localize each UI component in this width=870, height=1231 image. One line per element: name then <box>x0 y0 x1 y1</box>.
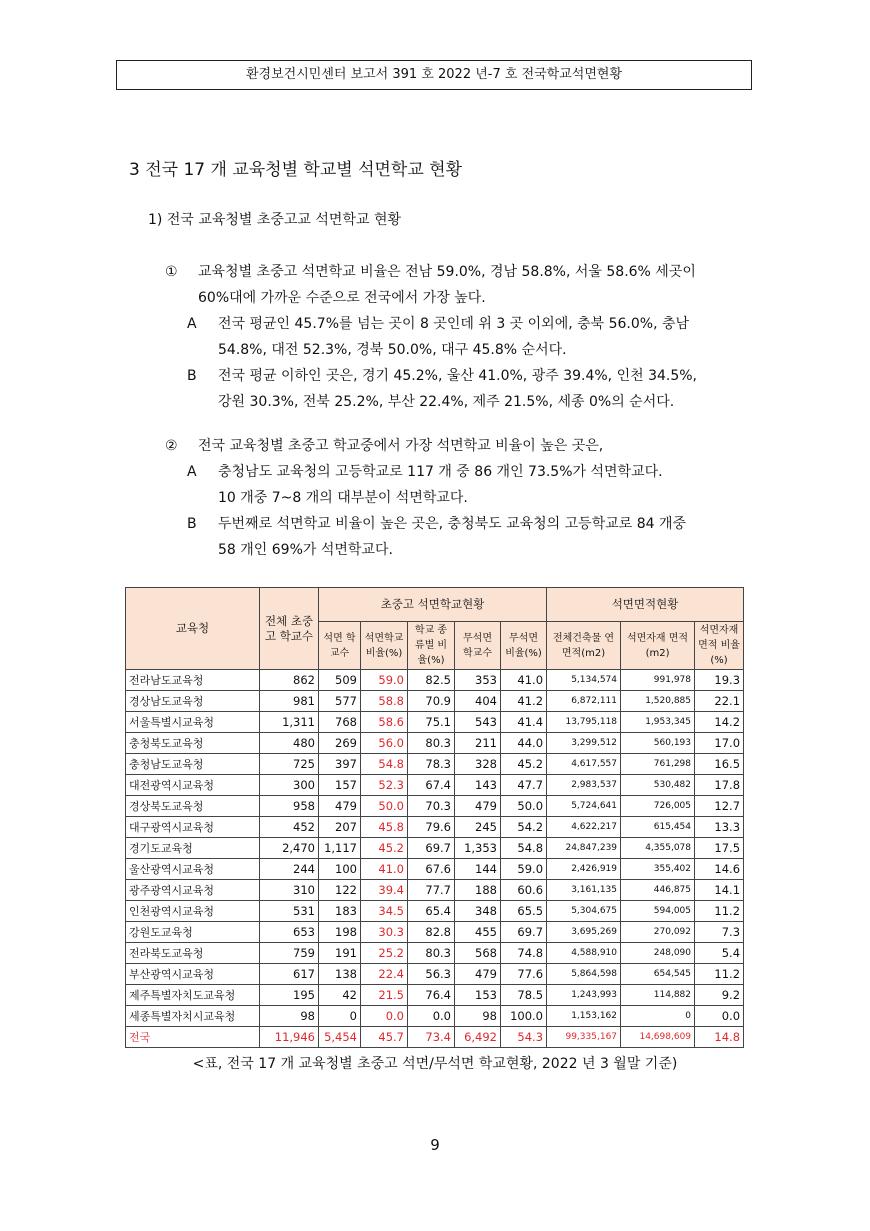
cell-office: 부산광역시교육청 <box>126 964 260 985</box>
cell-type-ratio: 65.4 <box>408 901 455 922</box>
cell-area-ratio: 14.1 <box>695 880 744 901</box>
table-row <box>126 922 744 943</box>
cell-non-asbestos-ratio: 41.4 <box>501 712 547 733</box>
point-1-line-2: 60%대에 가까운 수준으로 전국에서 가장 높다. <box>198 290 486 306</box>
cell-office: 광주광역시교육청 <box>126 880 260 901</box>
cell-floor-area: 4,588,910 <box>547 943 621 964</box>
cell-asbestos-area: 761,298 <box>621 754 695 775</box>
cell-asbestos-area: 4,355,078 <box>621 838 695 859</box>
table-row <box>126 838 744 859</box>
table-row <box>126 670 744 691</box>
cell-type-ratio: 77.7 <box>408 880 455 901</box>
cell-asbestos-count: 269 <box>319 733 361 754</box>
cell-area-ratio: 17.8 <box>695 775 744 796</box>
cell-asbestos-area: 1,520,885 <box>621 691 695 712</box>
cell-floor-area: 3,695,269 <box>547 922 621 943</box>
point-1-marker: ① <box>165 264 178 280</box>
header-asbestos-area: 석면자재 면적(m2) <box>621 622 695 670</box>
cell-office: 강원도교육청 <box>126 922 260 943</box>
table-row <box>126 964 744 985</box>
cell-asbestos-area: 0 <box>621 1006 695 1027</box>
cell-floor-area: 3,161,135 <box>547 880 621 901</box>
cell-office: 제주특별자치도교육청 <box>126 985 260 1006</box>
cell-non-asbestos-ratio: 77.6 <box>501 964 547 985</box>
cell-asbestos-count: 183 <box>319 901 361 922</box>
cell-office: 경상남도교육청 <box>126 691 260 712</box>
cell-non-asbestos-count: 188 <box>455 880 501 901</box>
cell-office: 경상북도교육청 <box>126 796 260 817</box>
cell-office: 충청남도교육청 <box>126 754 260 775</box>
section-title: 3 전국 17 개 교육청별 학교별 석면학교 현황 <box>129 160 463 180</box>
cell-non-asbestos-ratio: 59.0 <box>501 859 547 880</box>
cell-asbestos-area: 654,545 <box>621 964 695 985</box>
cell-total-schools: 653 <box>260 922 319 943</box>
cell-asbestos-count: 122 <box>319 880 361 901</box>
point-1 <box>165 259 750 415</box>
cell-type-ratio: 82.5 <box>408 670 455 691</box>
cell-non-asbestos-count: 404 <box>455 691 501 712</box>
cell-area-ratio: 11.2 <box>695 901 744 922</box>
cell-floor-area: 3,299,512 <box>547 733 621 754</box>
cell-floor-area: 5,864,598 <box>547 964 621 985</box>
cell-total-schools: 98 <box>260 1006 319 1027</box>
cell-floor-area: 13,795,118 <box>547 712 621 733</box>
cell-area-ratio: 13.3 <box>695 817 744 838</box>
table-row <box>126 775 744 796</box>
cell-office: 울산광역시교육청 <box>126 859 260 880</box>
cell-total-schools: 725 <box>260 754 319 775</box>
cell-floor-area: 5,304,675 <box>547 901 621 922</box>
cell-type-ratio: 56.3 <box>408 964 455 985</box>
cell-total-schools: 310 <box>260 880 319 901</box>
cell-asbestos-area: 530,482 <box>621 775 695 796</box>
cell-type-ratio: 79.6 <box>408 817 455 838</box>
cell-non-asbestos-count: 211 <box>455 733 501 754</box>
cell-area-ratio: 17.0 <box>695 733 744 754</box>
cell-office: 전라북도교육청 <box>126 943 260 964</box>
cell-asbestos-count: 5,454 <box>319 1027 361 1048</box>
cell-type-ratio: 80.3 <box>408 733 455 754</box>
cell-non-asbestos-ratio: 47.7 <box>501 775 547 796</box>
cell-asbestos-ratio: 22.4 <box>361 964 408 985</box>
cell-total-schools: 11,946 <box>260 1027 319 1048</box>
table-row <box>126 712 744 733</box>
table-row <box>126 754 744 775</box>
point-2-item-b-line-1: 두번째로 석면학교 비율이 높은 곳은, 충청북도 교육청의 고등학교로 84 개중 <box>218 516 687 532</box>
cell-asbestos-count: 768 <box>319 712 361 733</box>
cell-asbestos-count: 138 <box>319 964 361 985</box>
table-row <box>126 985 744 1006</box>
cell-asbestos-ratio: 52.3 <box>361 775 408 796</box>
cell-area-ratio: 11.2 <box>695 964 744 985</box>
cell-non-asbestos-count: 568 <box>455 943 501 964</box>
table-row-total <box>126 1027 744 1048</box>
cell-asbestos-ratio: 41.0 <box>361 859 408 880</box>
point-2-item-b-marker: B <box>187 516 197 532</box>
point-1-line-1: 교육청별 초중고 석면학교 비율은 전남 59.0%, 경남 58.8%, 서울 58.6% 세곳이 <box>198 264 696 280</box>
cell-type-ratio: 76.4 <box>408 985 455 1006</box>
cell-total-schools: 480 <box>260 733 319 754</box>
cell-type-ratio: 67.6 <box>408 859 455 880</box>
cell-asbestos-area: 726,005 <box>621 796 695 817</box>
table-row <box>126 691 744 712</box>
table-row <box>126 859 744 880</box>
cell-floor-area: 4,617,557 <box>547 754 621 775</box>
header-total-schools: 전체 초중고 학교수 <box>260 588 319 670</box>
cell-non-asbestos-ratio: 100.0 <box>501 1006 547 1027</box>
cell-non-asbestos-count: 543 <box>455 712 501 733</box>
cell-floor-area: 5,724,641 <box>547 796 621 817</box>
header-non-asbestos-ratio: 무석면 비율(%) <box>501 622 547 670</box>
cell-type-ratio: 82.8 <box>408 922 455 943</box>
cell-floor-area: 2,426,919 <box>547 859 621 880</box>
header-asbestos-status: 초중고 석면학교현황 <box>319 588 547 622</box>
cell-asbestos-count: 397 <box>319 754 361 775</box>
cell-asbestos-ratio: 58.6 <box>361 712 408 733</box>
cell-total-schools: 759 <box>260 943 319 964</box>
table-row <box>126 943 744 964</box>
header-type-ratio: 학교 종류별 비율(%) <box>408 622 455 670</box>
point-2 <box>165 433 750 563</box>
subsection-title: 1) 전국 교육청별 초중고교 석면학교 현황 <box>148 212 402 228</box>
header-asbestos-ratio: 석면학교 비율(%) <box>361 622 408 670</box>
cell-total-schools: 531 <box>260 901 319 922</box>
header-asbestos-count: 석면 학교수 <box>319 622 361 670</box>
cell-asbestos-count: 198 <box>319 922 361 943</box>
header-area-status: 석면면적현황 <box>547 588 744 622</box>
cell-non-asbestos-ratio: 54.8 <box>501 838 547 859</box>
cell-non-asbestos-ratio: 65.5 <box>501 901 547 922</box>
cell-asbestos-area: 14,698,609 <box>621 1027 695 1048</box>
cell-non-asbestos-count: 1,353 <box>455 838 501 859</box>
cell-asbestos-count: 191 <box>319 943 361 964</box>
cell-type-ratio: 67.4 <box>408 775 455 796</box>
cell-floor-area: 6,872,111 <box>547 691 621 712</box>
cell-area-ratio: 5.4 <box>695 943 744 964</box>
cell-total-schools: 981 <box>260 691 319 712</box>
point-1-item-b-line-1: 전국 평균 이하인 곳은, 경기 45.2%, 울산 41.0%, 광주 39.4%, 인천 34.5%, <box>218 368 698 384</box>
cell-asbestos-ratio: 58.8 <box>361 691 408 712</box>
cell-asbestos-area: 991,978 <box>621 670 695 691</box>
point-2-item-a-line-2: 10 개중 7~8 개의 대부분이 석면학교다. <box>218 490 468 506</box>
cell-area-ratio: 19.3 <box>695 670 744 691</box>
cell-type-ratio: 0.0 <box>408 1006 455 1027</box>
point-2-item-a-marker: A <box>187 464 197 480</box>
cell-area-ratio: 16.5 <box>695 754 744 775</box>
cell-non-asbestos-count: 98 <box>455 1006 501 1027</box>
table-row <box>126 733 744 754</box>
cell-floor-area: 24,847,239 <box>547 838 621 859</box>
cell-asbestos-ratio: 25.2 <box>361 943 408 964</box>
cell-asbestos-ratio: 45.7 <box>361 1027 408 1048</box>
cell-non-asbestos-ratio: 41.2 <box>501 691 547 712</box>
cell-asbestos-area: 1,953,345 <box>621 712 695 733</box>
cell-non-asbestos-ratio: 44.0 <box>501 733 547 754</box>
cell-asbestos-count: 0 <box>319 1006 361 1027</box>
cell-office: 서울특별시교육청 <box>126 712 260 733</box>
cell-type-ratio: 70.3 <box>408 796 455 817</box>
cell-asbestos-count: 207 <box>319 817 361 838</box>
cell-non-asbestos-count: 328 <box>455 754 501 775</box>
cell-non-asbestos-count: 353 <box>455 670 501 691</box>
cell-asbestos-area: 355,402 <box>621 859 695 880</box>
cell-asbestos-ratio: 45.2 <box>361 838 408 859</box>
table-row <box>126 901 744 922</box>
point-2-item-b-line-2: 58 개인 69%가 석면학교다. <box>218 542 393 558</box>
cell-non-asbestos-count: 348 <box>455 901 501 922</box>
cell-asbestos-area: 270,092 <box>621 922 695 943</box>
cell-asbestos-area: 594,005 <box>621 901 695 922</box>
cell-asbestos-ratio: 54.8 <box>361 754 408 775</box>
cell-asbestos-area: 248,090 <box>621 943 695 964</box>
cell-area-ratio: 14.6 <box>695 859 744 880</box>
cell-non-asbestos-count: 6,492 <box>455 1027 501 1048</box>
cell-floor-area: 4,622,217 <box>547 817 621 838</box>
cell-non-asbestos-ratio: 54.2 <box>501 817 547 838</box>
cell-asbestos-ratio: 56.0 <box>361 733 408 754</box>
cell-asbestos-area: 615,454 <box>621 817 695 838</box>
page-number: 9 <box>430 1136 440 1154</box>
point-1-item-a-marker: A <box>187 316 197 332</box>
cell-office: 전라남도교육청 <box>126 670 260 691</box>
cell-total-schools: 195 <box>260 985 319 1006</box>
cell-asbestos-ratio: 39.4 <box>361 880 408 901</box>
cell-non-asbestos-ratio: 50.0 <box>501 796 547 817</box>
cell-floor-area: 99,335,167 <box>547 1027 621 1048</box>
cell-total-schools: 244 <box>260 859 319 880</box>
cell-non-asbestos-count: 479 <box>455 964 501 985</box>
cell-non-asbestos-ratio: 78.5 <box>501 985 547 1006</box>
cell-floor-area: 5,134,574 <box>547 670 621 691</box>
cell-asbestos-area: 446,875 <box>621 880 695 901</box>
cell-non-asbestos-count: 144 <box>455 859 501 880</box>
cell-floor-area: 2,983,537 <box>547 775 621 796</box>
cell-non-asbestos-ratio: 45.2 <box>501 754 547 775</box>
cell-area-ratio: 0.0 <box>695 1006 744 1027</box>
cell-office: 인천광역시교육청 <box>126 901 260 922</box>
header-floor-area: 전체건축물 연면적(m2) <box>547 622 621 670</box>
point-1-item-a-line-2: 54.8%, 대전 52.3%, 경북 50.0%, 대구 45.8% 순서다. <box>218 342 567 358</box>
table-row <box>126 796 744 817</box>
cell-office: 경기도교육청 <box>126 838 260 859</box>
cell-total-schools: 1,311 <box>260 712 319 733</box>
cell-non-asbestos-ratio: 41.0 <box>501 670 547 691</box>
cell-total-schools: 300 <box>260 775 319 796</box>
cell-office: 세종특별자치시교육청 <box>126 1006 260 1027</box>
cell-type-ratio: 80.3 <box>408 943 455 964</box>
header-area-ratio: 석면자재 면적 비율(%) <box>695 622 744 670</box>
cell-office: 대전광역시교육청 <box>126 775 260 796</box>
cell-asbestos-count: 1,117 <box>319 838 361 859</box>
header-non-asbestos-count: 무석면 학교수 <box>455 622 501 670</box>
table-row <box>126 817 744 838</box>
asbestos-school-table <box>125 587 744 1048</box>
report-header: 환경보건시민센터 보고서 391 호 2022 년-7 호 전국학교석면현황 <box>116 60 752 90</box>
cell-type-ratio: 78.3 <box>408 754 455 775</box>
cell-asbestos-count: 577 <box>319 691 361 712</box>
table-row <box>126 880 744 901</box>
cell-non-asbestos-count: 153 <box>455 985 501 1006</box>
point-2-item-a-line-1: 충청남도 교육청의 고등학교로 117 개 중 86 개인 73.5%가 석면학교다. <box>218 464 663 480</box>
cell-floor-area: 1,243,993 <box>547 985 621 1006</box>
cell-asbestos-ratio: 45.8 <box>361 817 408 838</box>
cell-area-ratio: 14.8 <box>695 1027 744 1048</box>
table-caption: <표, 전국 17 개 교육청별 초중고 석면/무석면 학교현황, 2022 년 3 월말 기준) <box>192 1056 678 1072</box>
cell-non-asbestos-ratio: 69.7 <box>501 922 547 943</box>
cell-office: 대구광역시교육청 <box>126 817 260 838</box>
cell-office: 충청북도교육청 <box>126 733 260 754</box>
cell-asbestos-count: 157 <box>319 775 361 796</box>
point-1-item-a-line-1: 전국 평균인 45.7%를 넘는 곳이 8 곳인데 위 3 곳 이외에, 충북 56.0%, 충남 <box>218 316 690 332</box>
point-2-line-1: 전국 교육청별 초중고 학교중에서 가장 석면학교 비율이 높은 곳은, <box>198 438 604 454</box>
cell-asbestos-ratio: 0.0 <box>361 1006 408 1027</box>
point-1-item-b-marker: B <box>187 368 197 384</box>
cell-type-ratio: 73.4 <box>408 1027 455 1048</box>
cell-total-schools: 2,470 <box>260 838 319 859</box>
point-2-marker: ② <box>165 438 178 454</box>
cell-type-ratio: 75.1 <box>408 712 455 733</box>
cell-non-asbestos-ratio: 60.6 <box>501 880 547 901</box>
cell-asbestos-ratio: 59.0 <box>361 670 408 691</box>
cell-total-schools: 617 <box>260 964 319 985</box>
cell-total-schools: 958 <box>260 796 319 817</box>
header-office: 교육청 <box>126 588 260 670</box>
cell-total-schools: 452 <box>260 817 319 838</box>
cell-asbestos-ratio: 21.5 <box>361 985 408 1006</box>
table-row <box>126 1006 744 1027</box>
cell-office: 전국 <box>126 1027 260 1048</box>
cell-total-schools: 862 <box>260 670 319 691</box>
cell-non-asbestos-count: 245 <box>455 817 501 838</box>
cell-asbestos-count: 479 <box>319 796 361 817</box>
cell-non-asbestos-ratio: 54.3 <box>501 1027 547 1048</box>
cell-asbestos-count: 42 <box>319 985 361 1006</box>
cell-area-ratio: 17.5 <box>695 838 744 859</box>
cell-asbestos-ratio: 30.3 <box>361 922 408 943</box>
cell-non-asbestos-count: 479 <box>455 796 501 817</box>
cell-asbestos-count: 509 <box>319 670 361 691</box>
cell-asbestos-ratio: 50.0 <box>361 796 408 817</box>
cell-non-asbestos-count: 455 <box>455 922 501 943</box>
cell-type-ratio: 70.9 <box>408 691 455 712</box>
cell-area-ratio: 14.2 <box>695 712 744 733</box>
cell-asbestos-count: 100 <box>319 859 361 880</box>
cell-non-asbestos-ratio: 74.8 <box>501 943 547 964</box>
cell-area-ratio: 9.2 <box>695 985 744 1006</box>
cell-area-ratio: 12.7 <box>695 796 744 817</box>
cell-asbestos-area: 114,882 <box>621 985 695 1006</box>
point-1-item-b-line-2: 강원 30.3%, 전북 25.2%, 부산 22.4%, 제주 21.5%, 세종 0%의 순서다. <box>218 394 675 410</box>
cell-area-ratio: 7.3 <box>695 922 744 943</box>
cell-asbestos-area: 560,193 <box>621 733 695 754</box>
cell-non-asbestos-count: 143 <box>455 775 501 796</box>
cell-asbestos-ratio: 34.5 <box>361 901 408 922</box>
cell-area-ratio: 22.1 <box>695 691 744 712</box>
cell-floor-area: 1,153,162 <box>547 1006 621 1027</box>
cell-type-ratio: 69.7 <box>408 838 455 859</box>
